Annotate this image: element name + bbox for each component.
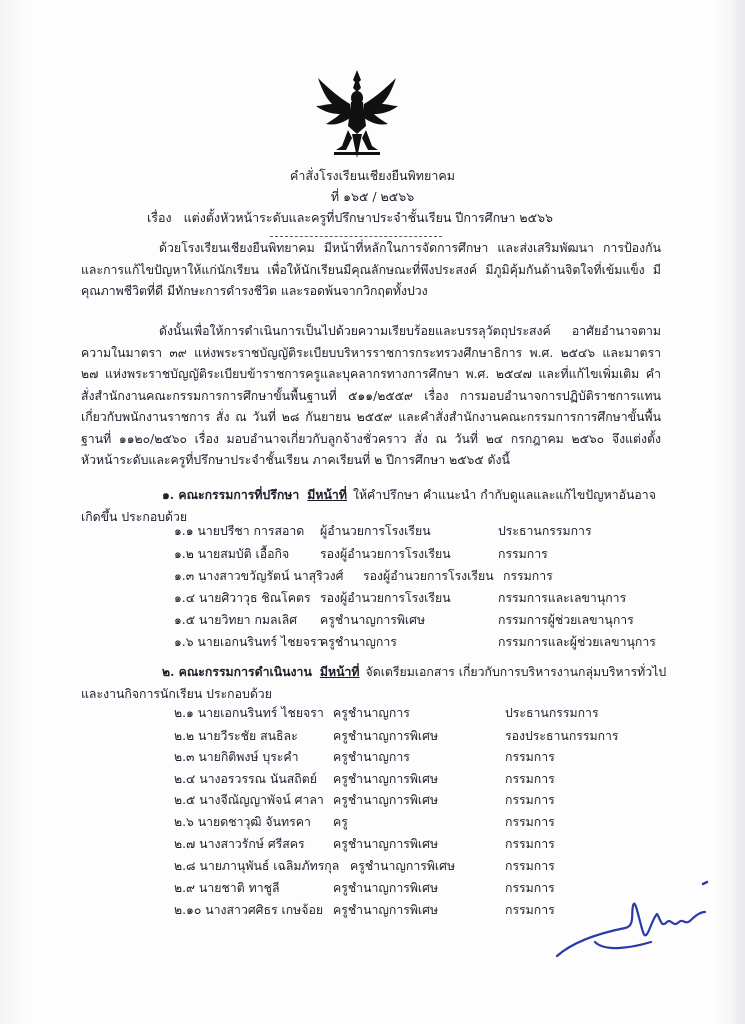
member-name: ๒.๓ นายกิติพงษ์ บุระคำ xyxy=(174,750,299,764)
signature-icon xyxy=(535,870,725,970)
list-item xyxy=(0,611,745,632)
section-1-title: ๑. คณะกรรมการที่ปรึกษา xyxy=(162,487,300,502)
list-item xyxy=(0,813,745,834)
member-role: กรรมการ xyxy=(505,793,555,807)
member-position: ครูชำนาญการ xyxy=(333,750,410,764)
member-position: ครูชำนาญการ xyxy=(320,635,397,649)
member-role: ประธานกรรมการ xyxy=(498,524,592,538)
member-position: ครูชำนาญการพิเศษ xyxy=(320,613,426,627)
garuda-emblem-icon xyxy=(312,68,402,160)
list-item xyxy=(0,748,745,769)
member-name: ๑.๒ นายสมบัติ เอื้อกิจ xyxy=(174,547,290,561)
member-position: ครูชำนาญการพิเศษ xyxy=(333,772,439,786)
member-name: ๑.๖ นายเอกนรินทร์ ไชยจรา xyxy=(174,635,324,649)
list-item xyxy=(0,633,745,654)
subject-text: แต่งตั้งหัวหน้าระดับและครูที่ปรึกษาประจำชั้นเรียน ปีการศึกษา ๒๕๖๖ xyxy=(183,210,553,225)
member-role: กรรมการและผู้ช่วยเลขานุการ xyxy=(498,635,656,649)
section-2-duty-label: มีหน้าที่ xyxy=(319,664,360,679)
member-role: กรรมการ xyxy=(505,837,555,851)
scan-edge-shadow xyxy=(731,0,745,1024)
member-role: ประธานกรรมการ xyxy=(505,706,599,720)
list-item xyxy=(0,770,745,791)
member-role: กรรมการ xyxy=(505,772,555,786)
member-name: ๒.๙ นายชาติ ทาชูลี xyxy=(174,881,280,895)
order-title: คำสั่งโรงเรียนเชียงยืนพิทยาคม xyxy=(290,168,455,183)
section-2-heading xyxy=(81,661,671,705)
member-position: ครูชำนาญการ xyxy=(333,706,410,720)
member-position: รองผู้อำนวยการโรงเรียน xyxy=(320,547,451,561)
member-role: กรรมการ xyxy=(503,569,553,583)
member-role: กรรมการ xyxy=(505,859,555,873)
list-item xyxy=(0,727,745,748)
order-subject xyxy=(147,208,553,228)
section-1-duty-text: ให้คำปรึกษา คำแนะนำ กำกับดูแลและแก้ไขปัญหาอันอาจเกิดขึ้น ประกอบด้วย xyxy=(81,488,656,524)
member-role: กรรมการ xyxy=(498,547,548,561)
list-item xyxy=(0,704,745,725)
member-position: ครูชำนาญการพิเศษ xyxy=(350,859,456,873)
member-position: ครู xyxy=(333,815,348,829)
member-role: กรรมการและเลขานุการ xyxy=(498,591,627,605)
member-position: ครูชำนาญการพิเศษ xyxy=(333,729,439,743)
member-name: ๒.๖ นายดชาวุฒิ จันทรคา xyxy=(174,815,311,829)
list-item xyxy=(0,835,745,856)
member-position: ครูชำนาญการพิเศษ xyxy=(333,903,439,917)
member-name: ๑.๕ นายวิทยา กมลเลิศ xyxy=(174,613,298,627)
member-name: ๒.๑๐ นางสาวศศิธร เกษจ้อย xyxy=(174,903,324,917)
paragraph-authority: ดังนั้นเพื่อให้การดำเนินการเป็นไปด้วยความเรียบร้อยและบรรลุวัตถุประสงค์ อาศัยอำนาจตามความในมาตรา ๓๙ แห่งพระราชบัญญัติระเบียบบริหารราชการกระทรวงศึกษาธิการ พ.ศ. ๒๕๔๖ และมาตรา ๒๗ แห่งพระราชบัญญัติระเบียบข้าราชการครูและบุคลากรทางการศึกษา พ.ศ. ๒๕๔๗ และที่แก้ไขเพิ่มเติม คำสั่งสำนักงานคณะกรรมการการศึกษาขั้นพื้นฐานที่ ๕๑๑/๒๕๕๙ เรื่อง การมอบอำนาจการปฏิบัติราชการแทนเกี่ยวกับพนักงานราชการ สั่ง ณ วันที่ ๒๘ กันยายน ๒๕๕๙ และคำสั่งสำนักงานคณะกรรมการการศึกษาขั้นพื้นฐานที่ ๑๑๒๐/๒๕๖๐ เรื่อง มอบอำนาจเกี่ยวกับลูกจ้างชั่วคราว สั่ง ณ วันที่ ๒๔ กรกฎาคม ๒๕๖๐ จึงแต่งตั้งหัวหน้าระดับและครูที่ปรึกษาประจำชั้นเรียน ภาคเรียนที่ ๒ ปีการศึกษา ๒๕๖๕ ดังนี้ xyxy=(81,324,661,467)
header-divider xyxy=(270,236,442,237)
list-item xyxy=(0,567,745,588)
member-role: กรรมการ xyxy=(505,815,555,829)
member-position: ครูชำนาญการพิเศษ xyxy=(333,881,439,895)
member-name: ๒.๕ นางจีณัญญาพัจน์ ศาลา xyxy=(174,793,324,807)
list-item xyxy=(0,522,745,543)
member-role: กรรมการผู้ช่วยเลขานุการ xyxy=(498,613,634,627)
member-name: ๒.๑ นายเอกนรินทร์ ไชยจรา xyxy=(174,706,324,720)
order-number: ที่ ๑๖๕ / ๒๕๖๖ xyxy=(330,189,415,204)
member-name: ๒.๒ นายวีระชัย สนธิละ xyxy=(174,729,298,743)
member-position: ครูชำนาญการพิเศษ xyxy=(333,837,439,851)
section-1-duty-label: มีหน้าที่ xyxy=(307,487,347,502)
member-name: ๑.๑ นายปรีชา การสอาด xyxy=(174,524,305,538)
member-position: รองผู้อำนวยการโรงเรียน xyxy=(363,569,494,583)
member-name: ๑.๓ นางสาวขวัญรัตน์ นาสุริวงศ์ xyxy=(174,569,344,583)
member-role: รองประธานกรรมการ xyxy=(505,729,619,743)
paragraph-intro: ด้วยโรงเรียนเชียงยืนพิทยาคม มีหน้าที่หลักในการจัดการศึกษา และส่งเสริมพัฒนา การป้องกันและการแก้ไขปัญหาให้แก่นักเรียน เพื่อให้นักเรียนมีคุณลักษณะที่พึงประสงค์ มีภูมิคุ้มกันด้านจิตใจที่เข้มแข็ง มีคุณภาพชีวิตที่ดี มีทักษะการดำรงชีวิต และรอดพ้นจากวิกฤตทั้งปวง xyxy=(81,241,661,298)
member-role: กรรมการ xyxy=(505,881,555,895)
subject-label: เรื่อง xyxy=(147,210,172,225)
list-item xyxy=(0,589,745,610)
member-name: ๑.๔ นายศิวาวุธ ชิณโคตร xyxy=(174,591,311,605)
list-item xyxy=(0,545,745,566)
member-name: ๒.๔ นางอรวรรณ นันสถิตย์ xyxy=(174,772,317,786)
list-item xyxy=(0,791,745,812)
member-role: กรรมการ xyxy=(505,903,555,917)
member-name: ๒.๘ นายภานุพันธ์ เฉลิมภัทรกุล xyxy=(174,859,340,873)
member-name: ๒.๗ นางสาวรักษ์ ศรีสคร xyxy=(174,837,305,851)
member-position: ครูชำนาญการพิเศษ xyxy=(333,793,439,807)
member-role: กรรมการ xyxy=(505,750,555,764)
section-2-title: ๒. คณะกรรมการดำเนินงาน xyxy=(162,664,312,679)
section-2-duty-text: จัดเตรียมเอกสาร เกี่ยวกับการบริหารงานกลุ่มบริหารทั่วไปและงานกิจการนักเรียน ประกอบด้วย xyxy=(81,665,667,701)
member-position: รองผู้อำนวยการโรงเรียน xyxy=(320,591,451,605)
member-position: ผู้อำนวยการโรงเรียน xyxy=(320,524,431,538)
